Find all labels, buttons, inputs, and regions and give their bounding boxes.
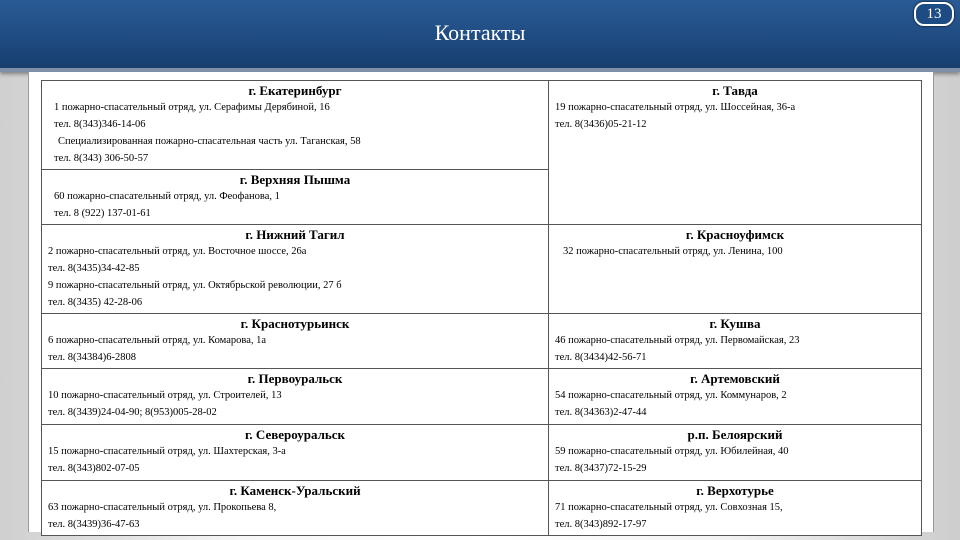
- city-name: г. Верхотурье: [696, 483, 774, 498]
- table-row: [42, 369, 922, 425]
- contact-line: тел. 8(3436)05-21-12: [555, 119, 647, 130]
- contact-line: тел. 8(3435)34-42-85: [48, 263, 140, 274]
- contact-cell-tavda: [549, 81, 922, 225]
- contact-cell-krasnoturinsk: [42, 314, 549, 369]
- contact-line: тел. 8(3439)24-04-90; 8(953)005-28-02: [48, 407, 217, 418]
- contact-line: 71 пожарно-спасательный отряд, ул. Совхозная 15,: [555, 502, 783, 513]
- contact-cell-beloyarsky: [549, 425, 922, 481]
- contact-cell-verkhnyaya-pyshma: [42, 170, 549, 225]
- contact-line: 32 пожарно-спасательный отряд, ул. Ленина, 100: [563, 246, 783, 257]
- table-row: [42, 481, 922, 536]
- contact-line: тел. 8(343)892-17-97: [555, 519, 647, 530]
- city-name: г. Краснотурьинск: [240, 316, 350, 331]
- city-name: г. Красноуфимск: [685, 227, 785, 242]
- contact-cell-kushva: [549, 314, 922, 369]
- contact-line: 6 пожарно-спасательный отряд, ул. Комарова, 1а: [48, 335, 267, 346]
- contact-cell-artemovsky: [549, 369, 922, 425]
- contact-line: 54 пожарно-спасательный отряд, ул. Коммунаров, 2: [555, 390, 787, 401]
- contact-line: 15 пожарно-спасательный отряд, ул. Шахтерская, 3-а: [48, 446, 286, 457]
- city-name: г. Нижний Тагил: [245, 227, 345, 242]
- city-name: г. Артемовский: [690, 371, 780, 386]
- contact-line: 2 пожарно-спасательный отряд, ул. Восточное шоссе, 26а: [48, 246, 307, 257]
- contact-cell-nizhny-tagil: [42, 225, 549, 314]
- contact-line: тел. 8(34384)6-2808: [48, 352, 136, 363]
- contact-line: 46 пожарно-спасательный отряд, ул. Первомайская, 23: [555, 335, 800, 346]
- contact-line: тел. 8(34363)2-47-44: [555, 407, 647, 418]
- page-title: Контакты: [434, 20, 526, 45]
- contact-line: тел. 8(3439)36-47-63: [48, 519, 140, 530]
- city-name: г. Екатеринбург: [248, 83, 342, 98]
- page-number-badge: 13: [914, 2, 954, 26]
- contact-cell-severouralsk: [42, 425, 549, 481]
- title-bar: [0, 0, 960, 72]
- contact-line: тел. 8(3435) 42-28-06: [48, 297, 143, 308]
- contact-line: тел. 8 (922) 137-01-61: [54, 208, 151, 219]
- table-row: [42, 81, 922, 170]
- contact-line: 60 пожарно-спасательный отряд, ул. Феофанова, 1: [54, 191, 280, 202]
- city-name: г. Верхняя Пышма: [239, 172, 351, 187]
- contact-line: 1 пожарно-спасательный отряд, ул. Серафимы Дерябиной, 16: [54, 102, 330, 113]
- city-name: г. Первоуральск: [247, 371, 343, 386]
- contact-line: тел. 8(343) 306-50-57: [54, 153, 149, 164]
- table-row: [42, 425, 922, 481]
- city-name: г. Тавда: [712, 83, 758, 98]
- city-name: р.п. Белоярский: [687, 427, 783, 442]
- contact-cell-kamensk-uralsky: [42, 481, 549, 536]
- contact-cell-krasnoufimsk: [549, 225, 922, 314]
- contacts-table: [41, 80, 922, 536]
- contact-cell-ekaterinburg: [42, 81, 549, 170]
- contact-line: 19 пожарно-спасательный отряд, ул. Шоссейная, 36-а: [555, 102, 796, 113]
- contact-line: 59 пожарно-спасательный отряд, ул. Юбилейная, 40: [555, 446, 789, 457]
- contact-cell-verkhoturye: [549, 481, 922, 536]
- table-row: [42, 225, 922, 314]
- contact-line: 9 пожарно-спасательный отряд, ул. Октябрьской революции, 27 б: [48, 280, 342, 291]
- city-name: г. Кушва: [709, 316, 761, 331]
- table-row: [42, 314, 922, 369]
- contact-line: 63 пожарно-спасательный отряд, ул. Прокопьева 8,: [48, 502, 277, 513]
- contact-line: тел. 8(3437)72-15-29: [555, 463, 647, 474]
- city-name: г. Североуральск: [244, 427, 346, 442]
- city-name: г. Каменск-Уральский: [229, 483, 361, 498]
- contact-cell-pervouralsk: [42, 369, 549, 425]
- contact-line: тел. 8(343)802-07-05: [48, 463, 140, 474]
- contact-line: 10 пожарно-спасательный отряд, ул. Строителей, 13: [48, 390, 282, 401]
- contact-line: тел. 8(3434)42-56-71: [555, 352, 647, 363]
- contact-line: Специализированная пожарно-спасательная часть ул. Таганская, 58: [58, 136, 361, 147]
- contact-line: тел. 8(343)346-14-06: [54, 119, 146, 130]
